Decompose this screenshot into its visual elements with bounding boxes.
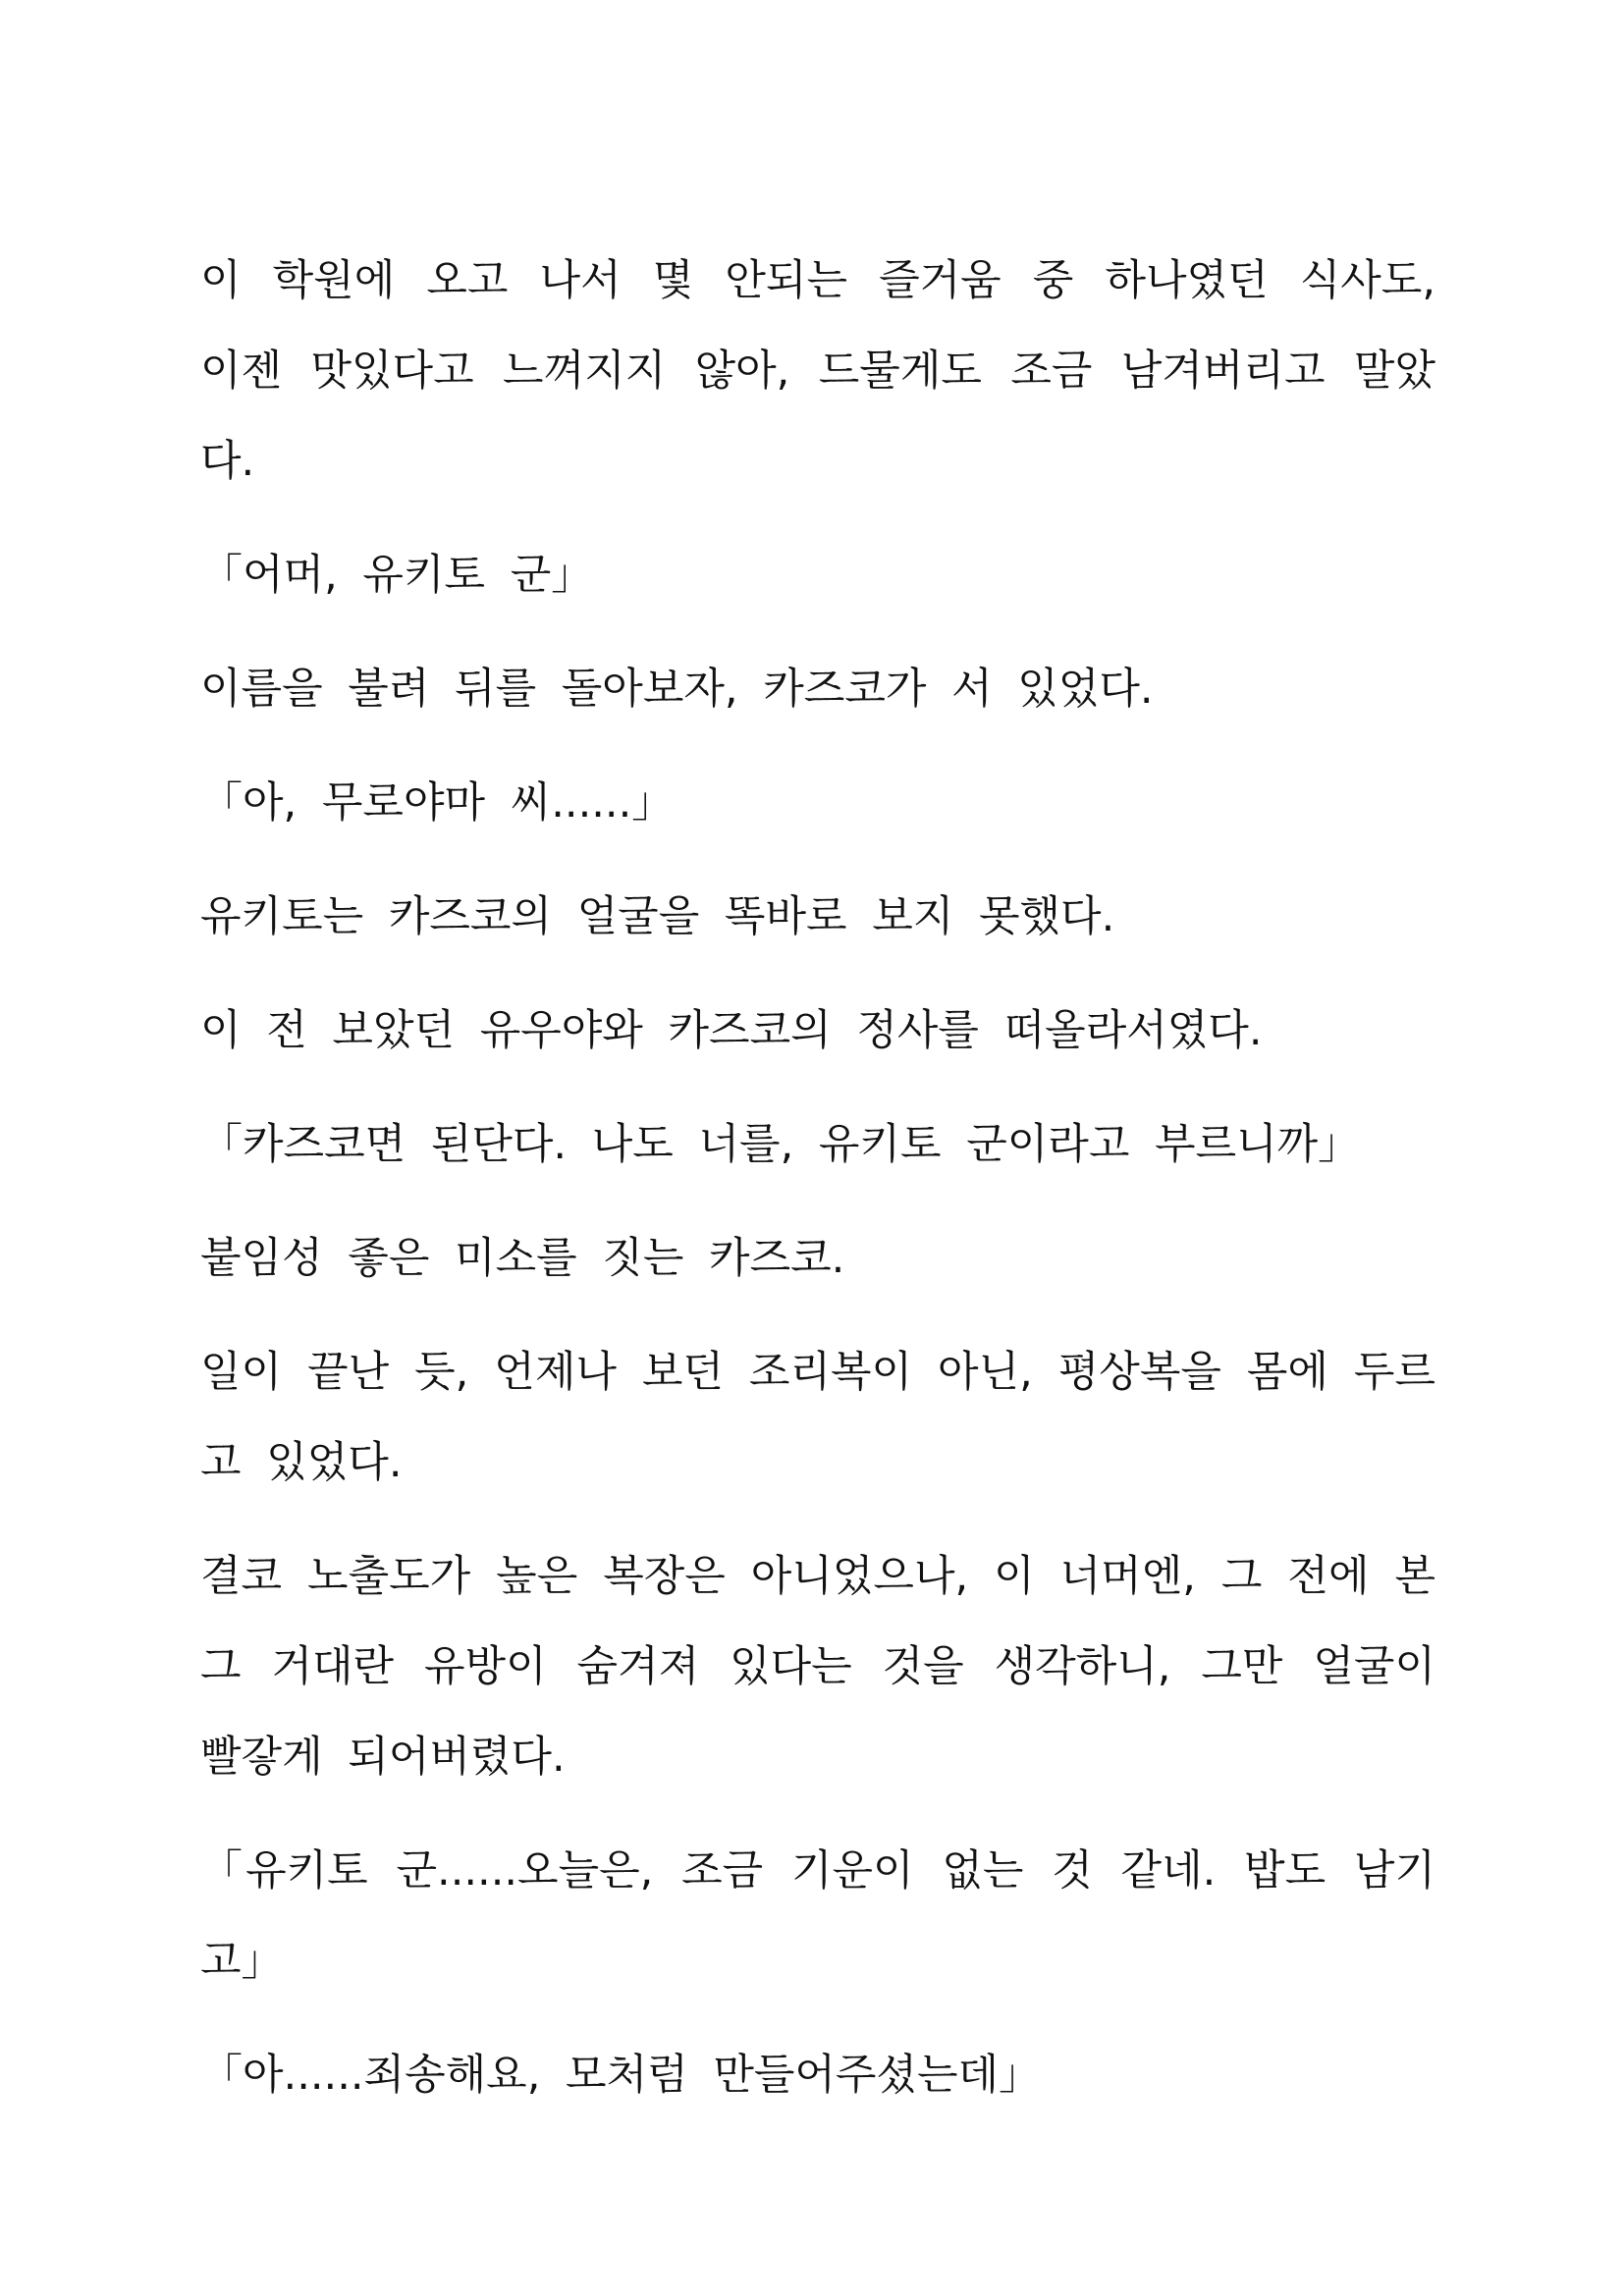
paragraph: 「어머, 유키토 군」 xyxy=(200,551,594,600)
paragraph: 「아......죄송해요, 모처럼 만들어주셨는데」 xyxy=(200,2051,1042,2100)
paragraph: 「유키토 군......오늘은, 조금 기운이 없는 것 같네. 밥도 남기고」 xyxy=(200,1846,1435,1986)
paragraph: 결코 노출도가 높은 복장은 아니었으나, 이 너머엔, 그 전에 본 그 거대란 유방이 숨겨져 있다는 것을 생각하니, 그만 얼굴이 빨갛게 되어버렸다. xyxy=(200,1552,1435,1782)
paragraph: 일이 끝난 듯, 언제나 보던 조리복이 아닌, 평상복을 몸에 두르고 있었다. xyxy=(200,1348,1435,1487)
document-page xyxy=(200,236,1435,2144)
paragraph: 이 전 보았던 유우야와 카즈코의 정사를 떠올라서였다. xyxy=(200,1006,1263,1055)
paragraph: 이 학원에 오고 나서 몇 안되는 즐거움 중 하나였던 식사도, 이젠 맛있다고 느껴지지 않아, 드물게도 조금 남겨버리고 말았다. xyxy=(200,256,1435,486)
paragraph: 유키토는 카즈코의 얼굴을 똑바로 보지 못했다. xyxy=(200,892,1115,941)
paragraph: 「카즈코면 된단다. 나도 너를, 유키토 군이라고 부르니까」 xyxy=(200,1120,1361,1169)
paragraph: 「아, 무로야마 씨......」 xyxy=(200,778,675,828)
paragraph: 붙임성 좋은 미소를 짓는 카즈코. xyxy=(200,1234,845,1283)
paragraph: 이름을 불려 뒤를 돌아보자, 카즈코가 서 있었다. xyxy=(200,665,1154,714)
